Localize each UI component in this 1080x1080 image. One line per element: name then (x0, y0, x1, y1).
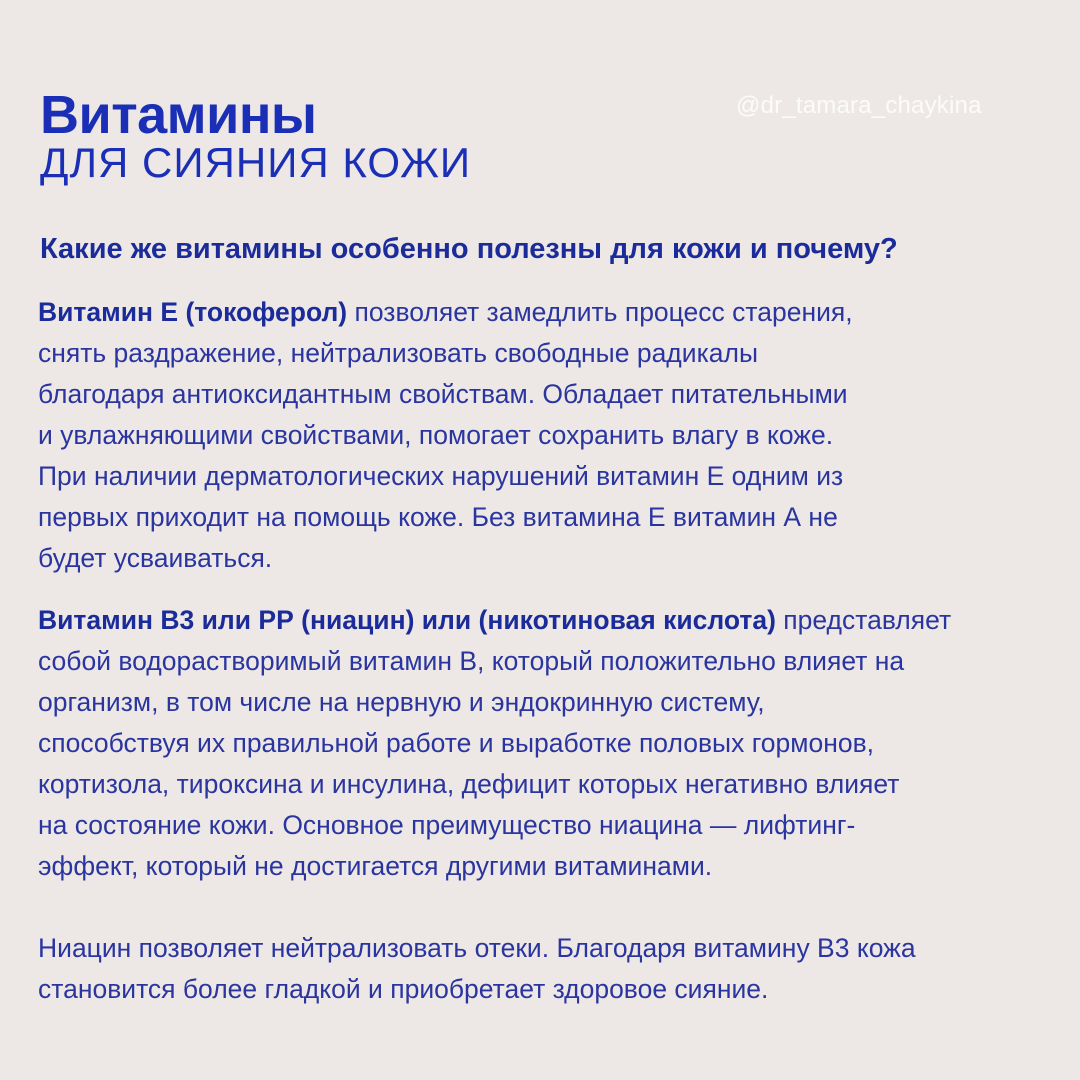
paragraph-line: При наличии дерматологических нарушений витамин Е одним из (38, 461, 844, 491)
paragraph-text: позволяет замедлить процесс старения, (347, 297, 853, 327)
paragraph-line: организм, в том числе на нервную и эндокринную систему, (38, 687, 765, 717)
paragraph-niacin (38, 928, 1068, 1010)
paragraph-line: будет усваиваться. (38, 543, 273, 573)
paragraph-line: становится более гладкой и приобретает здоровое сияние. (38, 974, 769, 1004)
paragraph-line (38, 292, 1068, 333)
page-subtitle: ДЛЯ СИЯНИЯ КОЖИ (40, 139, 472, 186)
author-watermark: @dr_tamara_chaykina (736, 92, 982, 119)
paragraph-line: способствуя их правильной работе и выработке половых гормонов, (38, 728, 875, 758)
paragraph-line: снять раздражение, нейтрализовать свободные радикалы (38, 338, 758, 368)
paragraph-line: Ниацин позволяет нейтрализовать отеки. Благодаря витамину В3 кожа (38, 933, 916, 963)
paragraph-vitamin-b3 (38, 600, 1068, 887)
paragraph-line: благодаря антиоксидантным свойствам. Обладает питательными (38, 379, 848, 409)
section-question: Какие же витамины особенно полезны для кожи и почему? (40, 233, 898, 265)
paragraph-line: первых приходит на помощь коже. Без витамина Е витамин А не (38, 502, 838, 532)
paragraph-text: представляет (775, 605, 952, 635)
vitamin-e-heading: Витамин Е (токоферол) (38, 297, 348, 327)
paragraph-line (38, 600, 1068, 641)
paragraph-line: кортизола, тироксина и инсулина, дефицит которых негативно влияет (38, 769, 900, 799)
paragraph-line: и увлажняющими свойствами, помогает сохранить влагу в коже. (38, 420, 834, 450)
paragraph-line: на состояние кожи. Основное преимущество ниацина — лифтинг- (38, 810, 856, 840)
vitamin-b3-heading: Витамин В3 или РР (ниацин) или (никотиновая кислота) (38, 605, 776, 635)
paragraph-line: эффект, который не достигается другими витаминами. (38, 851, 713, 881)
paragraph-line: собой водорастворимый витамин В, который положительно влияет на (38, 646, 905, 676)
paragraph-vitamin-e (38, 292, 1068, 579)
page-title: Витамины (40, 85, 317, 145)
